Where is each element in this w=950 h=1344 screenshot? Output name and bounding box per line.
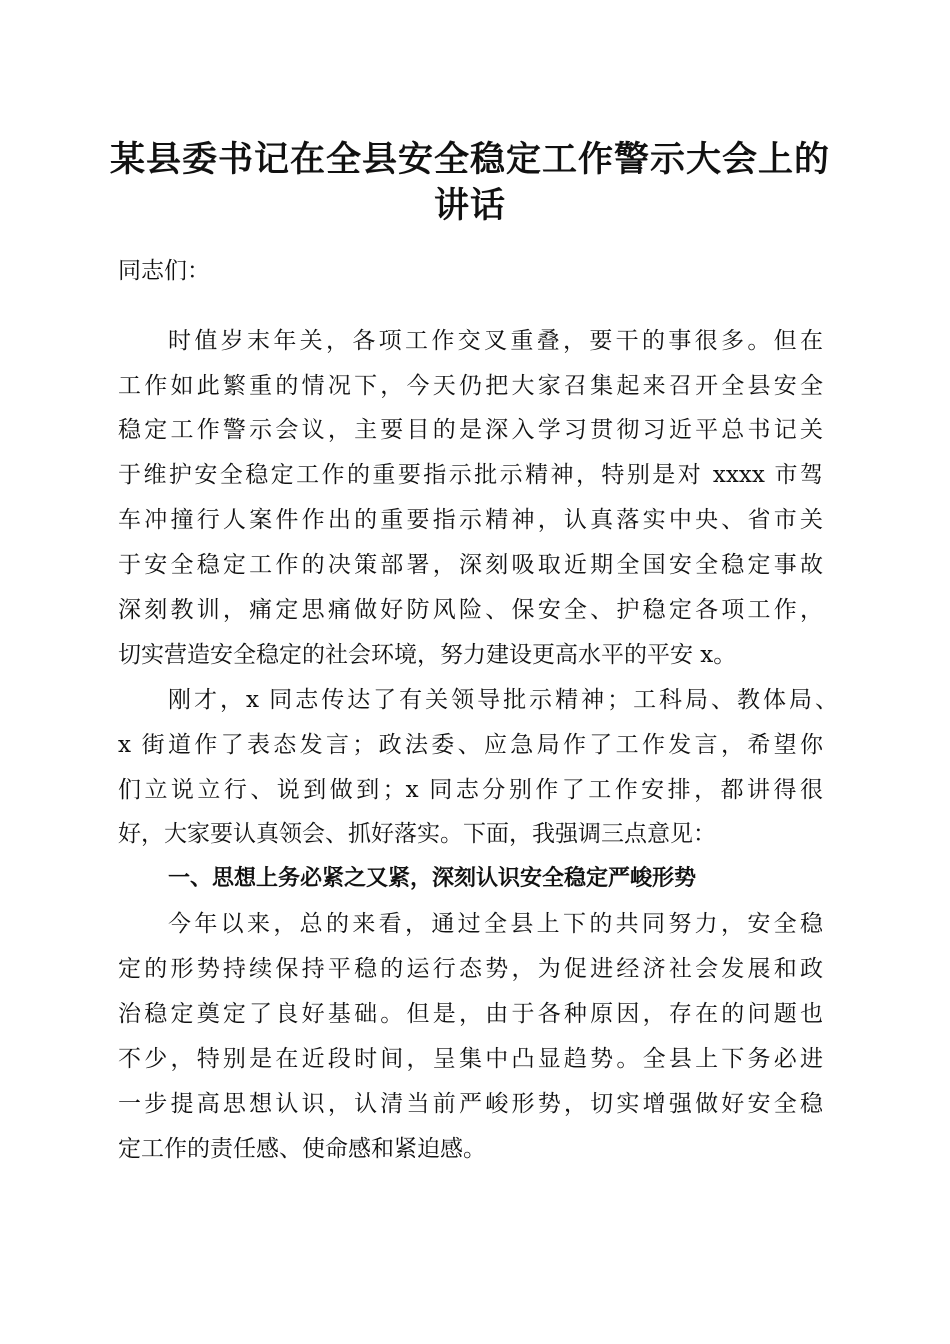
paragraph-line: 时值岁末年关，各项工作交叉重叠，要干的事很多。但在 <box>168 328 823 354</box>
paragraph-line: 切实营造安全稳定的社会环境，努力建设更高水平的平安 x。 <box>118 642 737 668</box>
salutation: 同志们： <box>118 258 210 284</box>
paragraph-line: 于维护安全稳定工作的重要指示批示精神，特别是对 xxxx 市驾 <box>118 462 823 488</box>
paragraph-line: x 街道作了表态发言；政法委、应急局作了工作发言，希望你 <box>118 732 823 758</box>
paragraph-line: 好，大家要认真领会、抓好落实。下面，我强调三点意见： <box>118 821 716 847</box>
paragraph-line: 刚才，x 同志传达了有关领导批示精神；工科局、教体局、 <box>168 687 838 713</box>
paragraph-line: 不少，特别是在近段时间，呈集中凸显趋势。全县上下务必进 <box>118 1046 823 1072</box>
paragraph-line: 一步提高思想认识，认清当前严峻形势，切实增强做好安全稳 <box>118 1091 823 1117</box>
paragraph-line: 稳定工作警示会议，主要目的是深入学习贯彻习近平总书记关 <box>118 417 823 443</box>
paragraph-line: 工作如此繁重的情况下，今天仍把大家召集起来召开全县安全 <box>118 373 823 399</box>
paragraph-line: 于安全稳定工作的决策部署，深刻吸取近期全国安全稳定事故 <box>118 552 823 578</box>
paragraph-line: 今年以来，总的来看，通过全县上下的共同努力，安全稳 <box>168 911 823 937</box>
paragraph-line: 车冲撞行人案件作出的重要指示精神，认真落实中央、省市关 <box>118 507 823 533</box>
document-title-line-1: 某县委书记在全县安全稳定工作警示大会上的 <box>109 139 830 180</box>
paragraph-line: 定的形势持续保持平稳的运行态势，为促进经济社会发展和政 <box>118 956 823 982</box>
paragraph-line: 深刻教训，痛定思痛做好防风险、保安全、护稳定各项工作， <box>118 597 823 623</box>
paragraph-line: 们立说立行、说到做到；x 同志分别作了工作安排，都讲得很 <box>118 777 823 803</box>
paragraph-line: 治稳定奠定了良好基础。但是，由于各种原因，存在的问题也 <box>118 1001 823 1027</box>
section-heading: 一、思想上务必紧之又紧，深刻认识安全稳定严峻形势 <box>168 866 697 891</box>
paragraph-line: 定工作的责任感、使命感和紧迫感。 <box>118 1136 486 1162</box>
document-title-line-2: 讲话 <box>433 185 506 226</box>
